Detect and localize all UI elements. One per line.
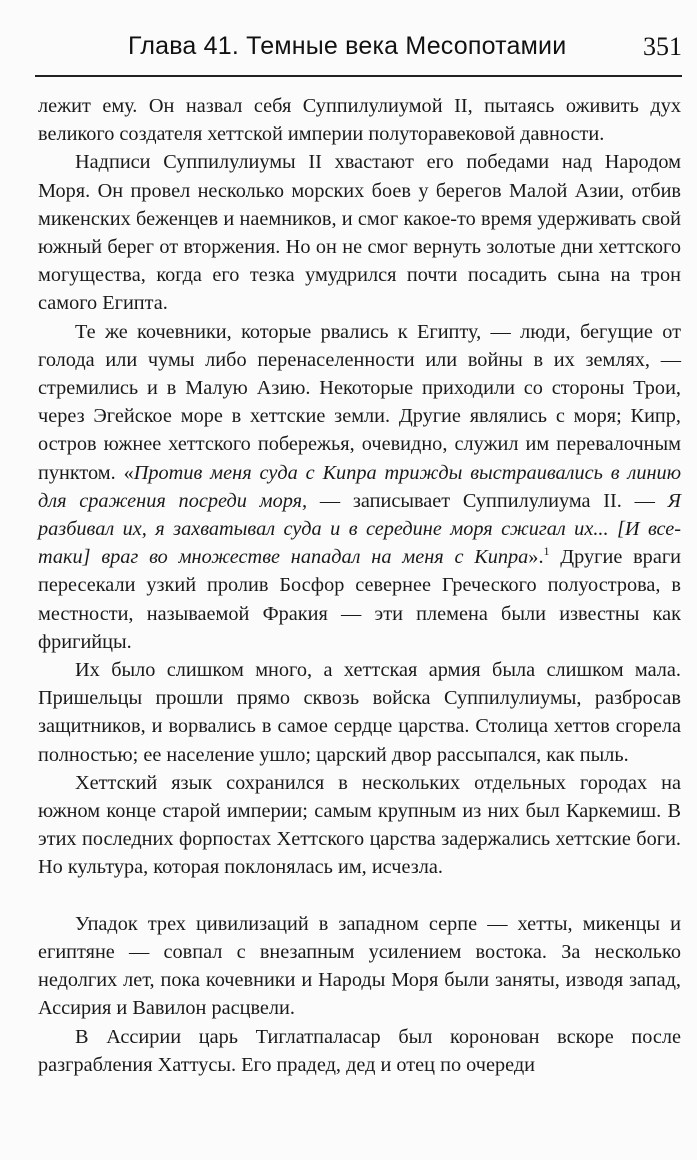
body-text xyxy=(38,92,681,1079)
page-number: 351 xyxy=(643,32,682,61)
section-break xyxy=(38,882,681,910)
paragraph-4: Их было слишком много, а хеттская армия была слишком мала. Пришельцы прошли прямо сквозь войска Суппилулиумы, разбросав защитников, и ворвались в самое сердце царства. Столица хеттов сгорела полностью; ее население ушло; царский двор рассыпался, как пыль. xyxy=(38,659,681,766)
paragraph-2: Надписи Суппилулиумы II хвастают его победами над Народом Моря. Он провел несколько морских боев у берегов Малой Азии, отбив микенских беженцев и наемников, и смог какое-то время удерживать свой южный берег от вторжения. Но он не смог вернуть золотые дни хеттского могущества, когда его тезка умудрился почти посадить сына на трон самого Египта. xyxy=(38,151,681,315)
header-divider xyxy=(35,75,682,77)
paragraph-3-text-g: Другие враги пересекали узкий пролив Босфор севернее Греческого полуострова, в местности, называемой Фракия — эти племена были известны как фригийцы. xyxy=(38,546,681,653)
paragraph-1: лежит ему. Он назвал себя Суппилулиумой II, пытаясь оживить дух великого создателя хеттской империи полуторавековой давности. xyxy=(38,95,681,146)
paragraph-7: В Ассирии царь Тиглатпаласар был коронован вскоре после разграбления Хаттусы. Его прадед, дед и отец по очереди xyxy=(38,1025,681,1076)
paragraph-3-text-c: — записывает Суппилулиума II. — xyxy=(307,489,668,512)
paragraph-3-text-e: ». xyxy=(528,546,544,569)
footnote-marker: 1 xyxy=(543,544,550,559)
paragraph-3 xyxy=(38,318,681,656)
paragraph-3-text-a: Те же кочевники, которые рвались к Египту, — люди, бегущие от голода или чумы либо перенаселенности или войны в их землях, — стремились и в Малую Азию. Некоторые приходили со стороны Трои, через Эгейское море в хеттские земли. Другие являлись с моря; Кипр, остров южнее хеттского побережья, очевидно, служил им перевалочным пунктом. « xyxy=(38,320,681,484)
chapter-title: Глава 41. Темные века Месопотамии xyxy=(128,32,567,60)
paragraph-5: Хеттский язык сохранился в нескольких отдельных городах на южном конце старой империи; самым крупным из них был Каркемиш. В этих последних форпостах Хеттского царства задержались хеттские боги. Но культура, которая поклонялась им, исчезла. xyxy=(38,771,681,879)
quote-1: Против меня суда с Кипра трижды выстраивались в линию для сражения посреди моря, xyxy=(38,461,681,512)
page-header xyxy=(0,0,697,80)
quote-2: Я разбивал их, я захватывал суда и в середине моря сжигал их... [И все-таки] враг во множестве нападал на меня с Кипра xyxy=(38,489,681,569)
paragraph-6: Упадок трех цивилизаций в западном серпе — хетты, микенцы и египтяне — совпал с внезапным усилением востока. За несколько недолгих лет, пока кочевники и Народы Моря были заняты, изводя запад, Ассирия и Вавилон расцвели. xyxy=(38,912,681,1020)
